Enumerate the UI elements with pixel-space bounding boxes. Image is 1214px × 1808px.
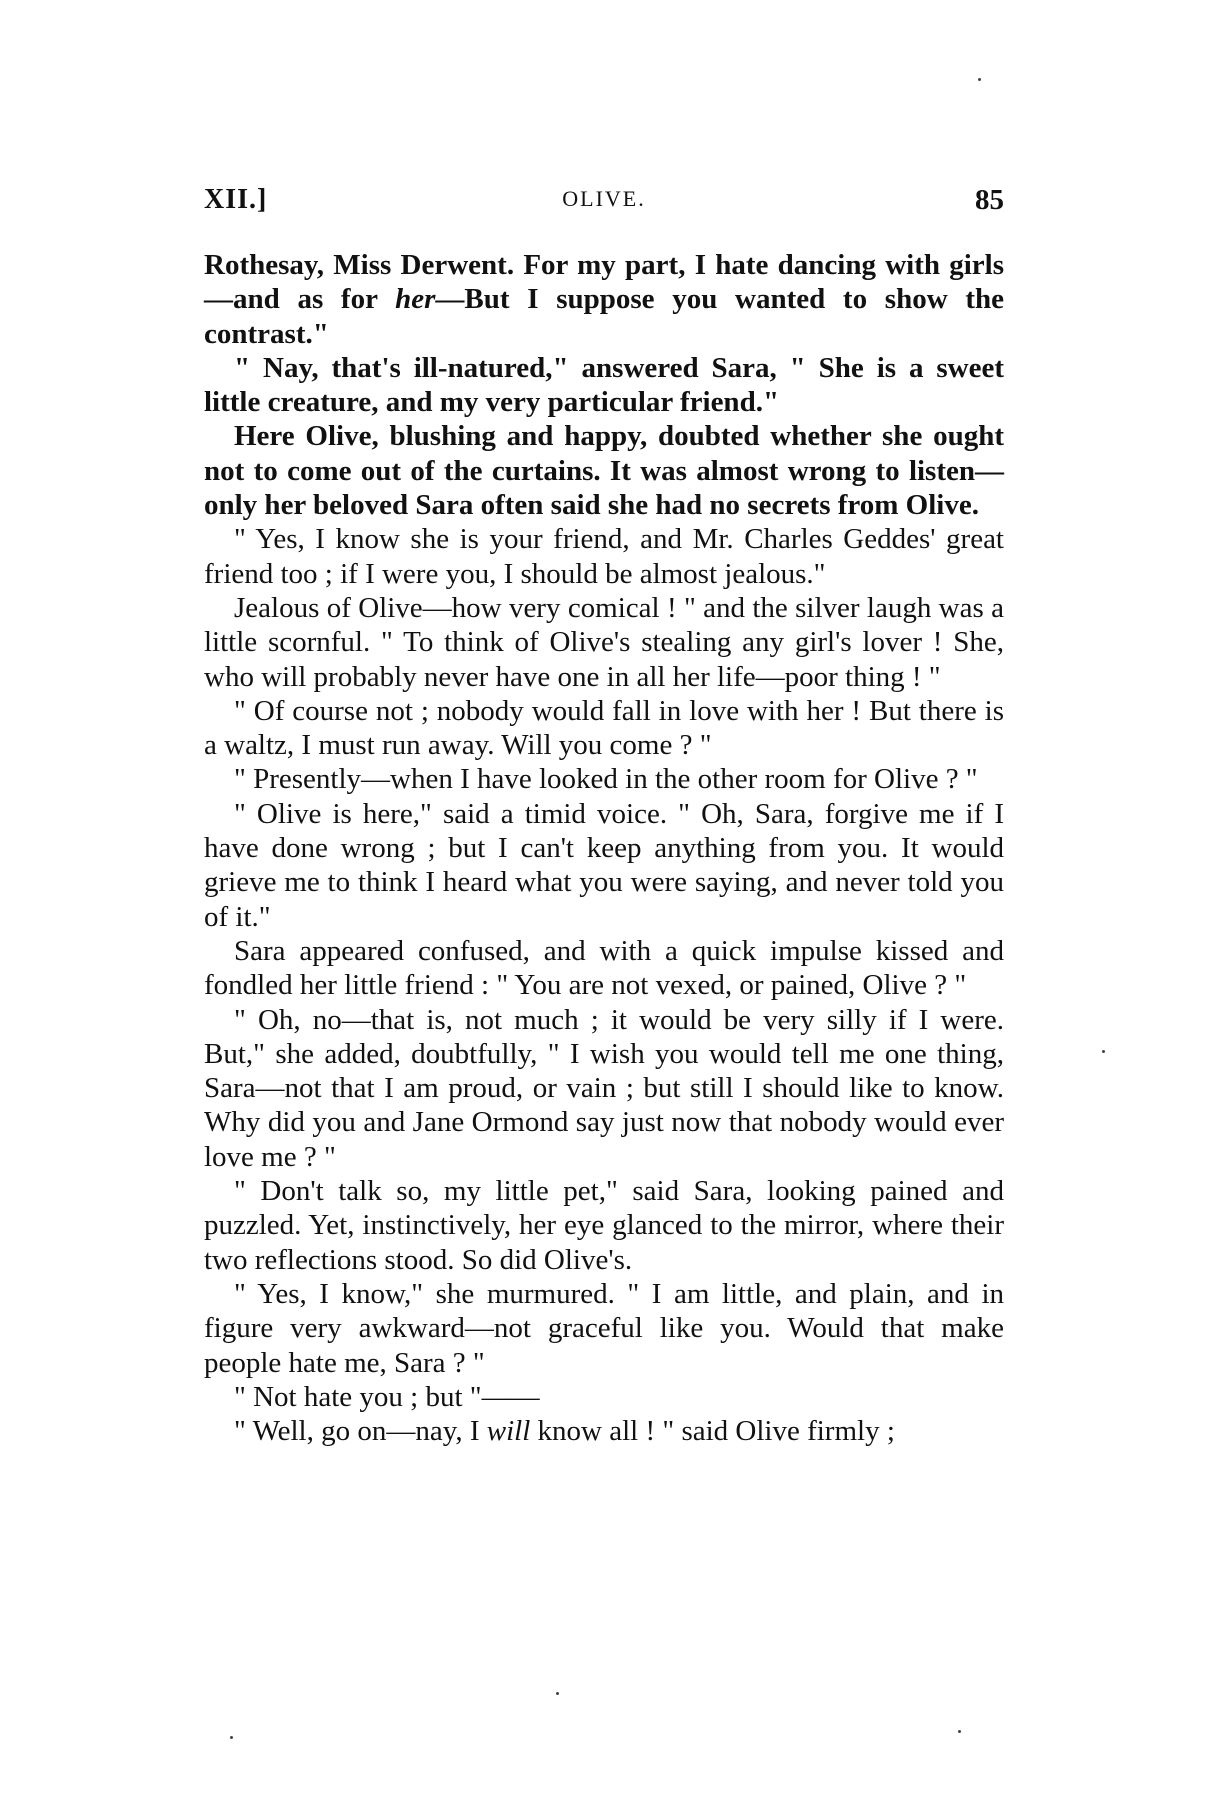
scan-speck xyxy=(230,1736,233,1739)
page-number: 85 xyxy=(975,184,1004,216)
paragraph: Rothesay, Miss Derwent. For my part, I hate dancing with girls—and as for her—But I suppose you wanted to show the contrast." xyxy=(204,249,1004,350)
emphasis: will xyxy=(486,1415,531,1448)
paragraph: " Well, go on—nay, I will know all ! " said Olive firmly ; xyxy=(234,1415,895,1448)
scan-speck xyxy=(958,1730,961,1733)
paragraph: " Yes, I know," she murmured. " I am little, and plain, and in figure very awkward—not graceful like you. Would that make people hate me, Sara ? " xyxy=(204,1277,1004,1379)
paragraph: " Oh, no—that is, not much ; it would be very silly if I were. But," she added, doubtfully, " I wish you would tell me one thing, Sara—not that I am proud, or vain ; but still I should like to know. Why did you and Jane Ormond say just now that nobody would ever love me ? " xyxy=(204,1003,1004,1173)
scan-speck xyxy=(556,1692,559,1695)
scan-speck xyxy=(1102,1050,1105,1053)
scan-speck xyxy=(978,78,981,81)
paragraph: " Yes, I know she is your friend, and Mr. Charles Geddes' great friend too ; if I were you, I should be almost jealous." xyxy=(204,523,1004,590)
emphasis: her xyxy=(395,283,436,316)
chapter-number: XII.] xyxy=(204,184,268,215)
paragraph: Sara appeared confused, and with a quick impulse kissed and fondled her little friend : " You are not vexed, or pained, Olive ? " xyxy=(204,934,1004,1002)
paragraph: " Not hate you ; but "—— xyxy=(234,1380,540,1413)
paragraph: " Olive is here," said a timid voice. " Oh, Sara, forgive me if I have done wrong ; but I can't keep anything from you. It would grieve me to think I heard what you were saying, and never told you of it." xyxy=(204,797,1004,933)
paragraph: " Presently—when I have looked in the other room for Olive ? " xyxy=(234,763,978,796)
body-text xyxy=(204,248,1004,1448)
running-title: OLIVE. xyxy=(562,186,646,211)
paragraph: Jealous of Olive—how very comical ! " and the silver laugh was a little scornful. " To think of Olive's stealing any girl's lover ! She, who will probably never have one in all her life—poor thing ! " xyxy=(204,591,1004,693)
running-header xyxy=(204,184,1004,224)
paragraph: Here Olive, blushing and happy, doubted whether she ought not to come out of the curtains. It was almost wrong to listen—only her beloved Sara often said she had no secrets from Olive. xyxy=(204,420,1004,522)
paragraph: " Of course not ; nobody would fall in love with her ! But there is a waltz, I must run away. Will you come ? " xyxy=(204,694,1004,762)
paragraph: " Don't talk so, my little pet," said Sara, looking pained and puzzled. Yet, instinctively, her eye glanced to the mirror, where their two reflections stood. So did Olive's. xyxy=(204,1175,1004,1276)
paragraph: " Nay, that's ill-natured," answered Sara, " She is a sweet little creature, and my very particular friend." xyxy=(204,351,1004,419)
